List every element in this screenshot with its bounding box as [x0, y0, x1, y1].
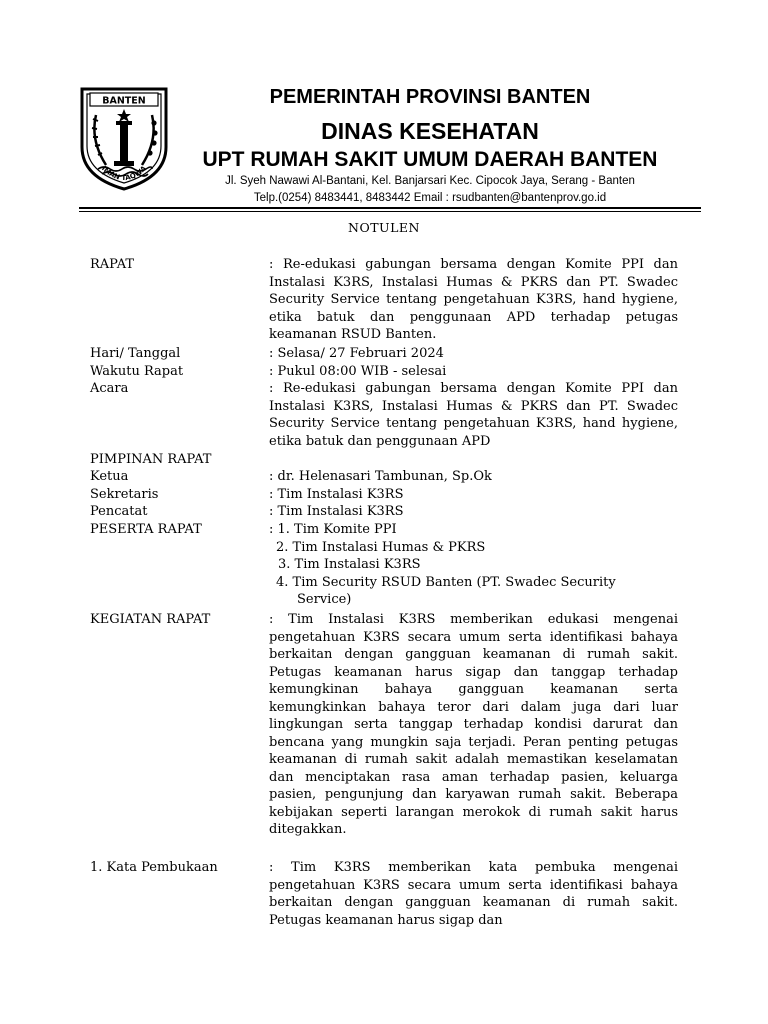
- peserta-item: 2. Tim Instalasi Humas & PKRS: [276, 540, 486, 555]
- sekretaris-label: Sekretaris: [90, 487, 159, 502]
- letterhead-department: DINAS KESEHATAN: [321, 118, 539, 144]
- peserta-label: PESERTA RAPAT: [90, 522, 202, 537]
- letterhead-address: Jl. Syeh Nawawi Al-Bantani, Kel. Banjarsari Kec. Cipocok Jaya, Serang - Banten: [225, 175, 635, 187]
- ketua-label: Ketua: [90, 469, 129, 484]
- acara-label: Acara: [90, 381, 129, 396]
- document-title: NOTULEN: [348, 220, 420, 235]
- waktu-label: Wakutu Rapat: [90, 364, 184, 379]
- peserta-item: Service): [297, 592, 352, 607]
- peserta-item: 3. Tim Instalasi K3RS: [278, 557, 421, 572]
- logo-banten-text: BANTEN: [102, 95, 146, 107]
- peserta-item: : 1. Tim Komite PPI: [269, 522, 397, 537]
- peserta-item: 4. Tim Security RSUD Banten (PT. Swadec Security: [276, 575, 616, 590]
- banten-emblem-icon: [76, 85, 172, 193]
- pencatat-value: : Tim Instalasi K3RS: [269, 504, 404, 519]
- letterhead-government: PEMERINTAH PROVINSI BANTEN: [269, 86, 591, 108]
- hari-value: : Selasa/ 27 Februari 2024: [269, 346, 444, 361]
- letterhead-contact: Telp.(0254) 8483441, 8483442 Email : rsudbanten@bantenprov.go.id: [253, 192, 607, 204]
- pembukaan-value: : Tim K3RS memberikan kata pembuka mengenai pengetahuan K3RS secara umum serta identifikasi bahaya berkaitan dengan gangguan keamanan di rumah sakit. Petugas keamanan harus sigap dan: [269, 860, 678, 928]
- hari-label: Hari/ Tanggal: [90, 346, 181, 361]
- acara-value: : Re-edukasi gabungan bersama dengan Komite PPI dan Instalasi K3RS, Instalasi Humas & PKRS dan PT. Swadec Security Service tentang pengetahuan K3RS, hand hygiene, etika batuk dan penggunaan APD: [269, 381, 678, 449]
- rapat-value: : Re-edukasi gabungan bersama dengan Komite PPI dan Instalasi K3RS, Instalasi Humas & PKRS dan PT. Swadec Security Service tentang pengetahuan K3RS, hand hygiene, etika batuk dan penggunaan APD terhadap petugas keamanan RSUD Banten.: [269, 257, 678, 342]
- rapat-label: RAPAT: [90, 257, 135, 272]
- sekretaris-value: : Tim Instalasi K3RS: [269, 487, 404, 502]
- pimpinan-heading: PIMPINAN RAPAT: [90, 452, 212, 467]
- letterhead-divider-thin: [79, 211, 701, 212]
- letterhead-divider-thick: [79, 207, 701, 209]
- letterhead-hospital: UPT RUMAH SAKIT UMUM DAERAH BANTEN: [202, 148, 658, 171]
- ketua-value: : dr. Helenasari Tambunan, Sp.Ok: [269, 469, 492, 484]
- kegiatan-value: : Tim Instalasi K3RS memberikan edukasi mengenai pengetahuan K3RS secara umum serta identifikasi bahaya berkaitan dengan gangguan keamanan di rumah sakit. Petugas keamanan harus sigap dan tanggap terhadap kemungkinan bahaya gangguan keamanan serta kemungkinkan bahaya teror dari dalam juga dari luar lingkungan serta tanggap terhadap kondisi darurat dan bencana yang mungkin saja terjadi. Peran penting petugas keamanan di rumah sakit adalah memastikan keselamatan dan menciptakan rasa aman terhadap pasien, keluarga pasien, pengunjung dan karyawan rumah sakit. Beberapa kebijakan seperti larangan merokok di rumah sakit harus ditegakkan.: [269, 612, 678, 837]
- logo-motto-text: IMAN TAQWA: [99, 164, 149, 183]
- waktu-value: : Pukul 08:00 WIB - selesai: [269, 364, 447, 379]
- pencatat-label: Pencatat: [90, 504, 148, 519]
- pembukaan-label: 1. Kata Pembukaan: [90, 860, 218, 875]
- kegiatan-label: KEGIATAN RAPAT: [90, 612, 211, 627]
